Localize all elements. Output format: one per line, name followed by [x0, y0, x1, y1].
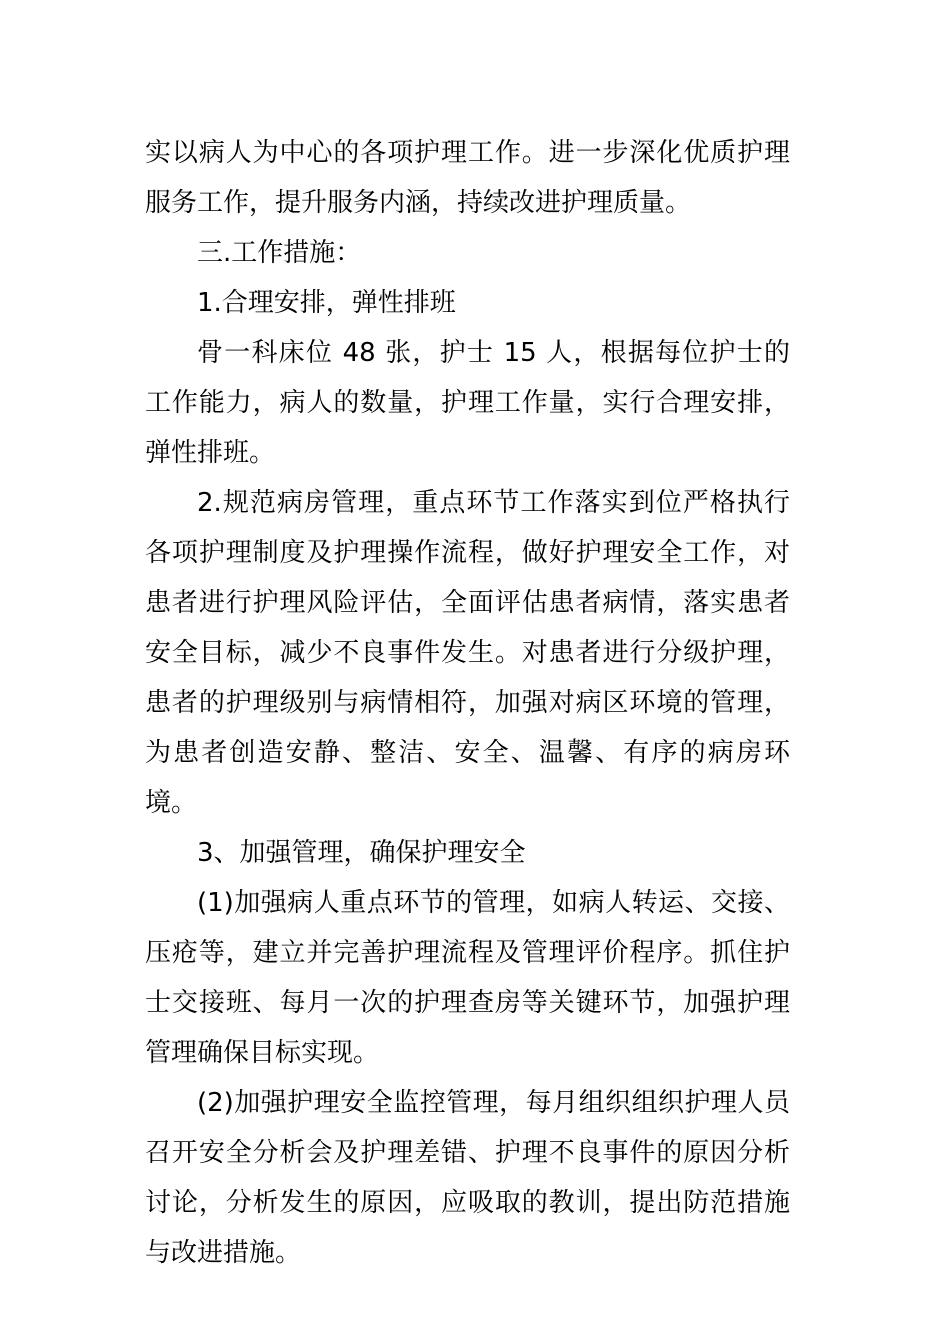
paragraph-key-links: (1)加强病人重点环节的管理，如病人转运、交接、压疮等，建立并完善护理流程及管理评价程序。抓住护士交接班、每月一次的护理查房等关键环节，加强护理管理确保目标实现。: [145, 888, 790, 1068]
subheading-safety: 3、加强管理，确保护理安全: [197, 838, 526, 868]
paragraph-safety-monitoring: (2)加强护理安全监控管理，每月组织组织护理人员召开安全分析会及护理差错、护理不良事件的原因分析讨论，分析发生的原因，应吸取的教训，提出防范措施与改进措施。: [145, 1088, 790, 1268]
paragraph-scheduling: 骨一科床位 48 张，护士 15 人，根据每位护士的工作能力，病人的数量，护理工作量，实行合理安排，弹性排班。: [145, 338, 790, 468]
document-body: [145, 128, 790, 1278]
paragraph-ward-management: 2.规范病房管理，重点环节工作落实到位严格执行各项护理制度及护理操作流程，做好护理安全工作，对患者进行护理风险评估，全面评估患者病情，落实患者安全目标，减少不良事件发生。对患者进行分级护理，患者的护理级别与病情相符，加强对病区环境的管理，为患者创造安静、整洁、安全、温馨、有序的病房环境。: [145, 488, 790, 818]
subheading-scheduling: 1.合理安排，弹性排班: [197, 288, 456, 318]
section-heading-work-measures: 三.工作措施：: [197, 238, 362, 268]
paragraph-intro: 实以病人为中心的各项护理工作。进一步深化优质护理服务工作，提升服务内涵，持续改进护理质量。: [145, 138, 790, 218]
